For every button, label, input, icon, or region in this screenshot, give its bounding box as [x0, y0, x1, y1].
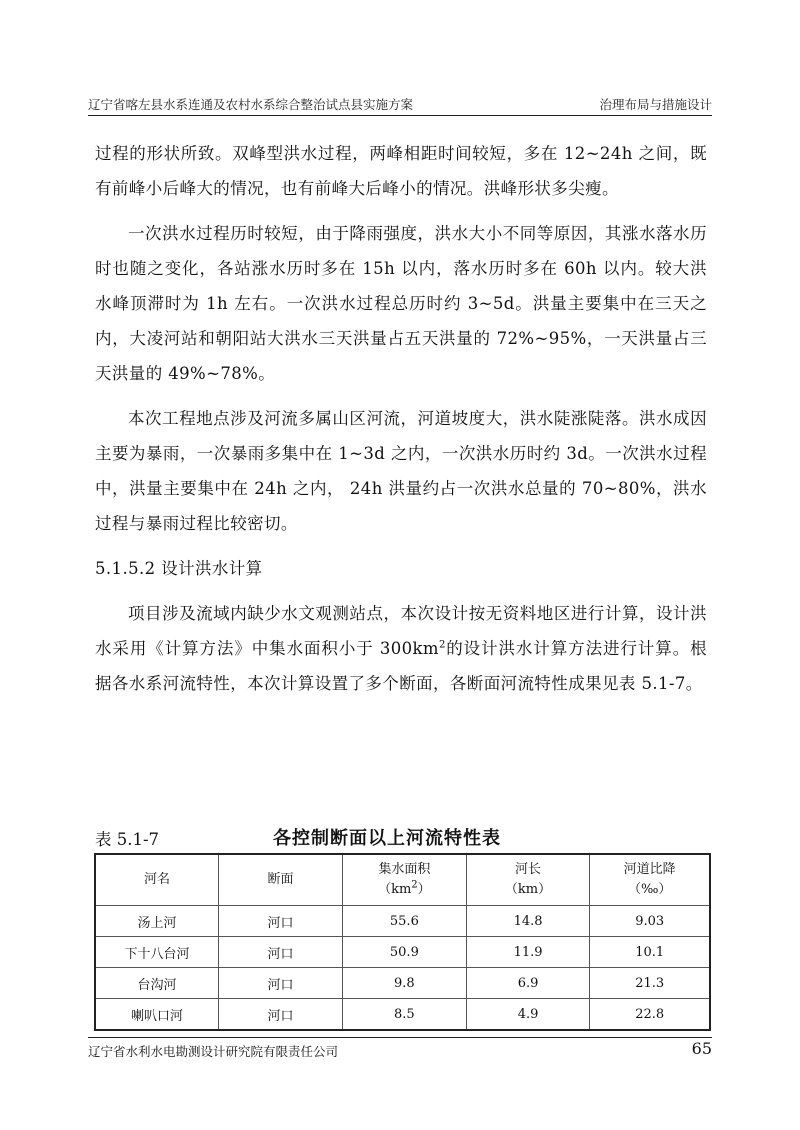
cell-river: 下十八台河	[95, 937, 219, 968]
cell-area: 50.9	[343, 937, 467, 968]
table-row	[95, 906, 710, 937]
page-number: 65	[691, 1039, 712, 1058]
cell-section: 河口	[219, 999, 343, 1031]
cell-river: 汤上河	[95, 906, 219, 937]
header-slope-label: 河道比降	[623, 862, 676, 877]
table-row	[95, 999, 710, 1031]
cell-length: 11.9	[466, 937, 590, 968]
page-footer	[88, 1037, 712, 1060]
paragraph-flood-duration: 一次洪水过程历时较短，由于降雨强度，洪水大小不同等原因，其涨水落水历时也随之变化，各站涨水历时多在 15h 以内，落水历时多在 60h 以内。较大洪水峰顶滞时为 1h 左右。一次洪水过程总历时约 3~5d。洪量主要集中在三天之内，大凌河站和朝阳站大洪水三天洪量占五天洪量的 72%~95%，一天洪量占三天洪量的 49%~78%。	[95, 224, 707, 383]
header-river: 河名	[95, 854, 219, 906]
header-length-label: 河长	[515, 862, 542, 877]
header-length	[466, 854, 590, 906]
cell-area: 9.8	[343, 968, 467, 999]
table-caption	[95, 826, 707, 850]
cell-section: 河口	[219, 968, 343, 999]
header-slope	[590, 854, 710, 906]
paragraph-project-rivers: 本次工程地点涉及河流多属山区河流，河道坡度大，洪水陡涨陡落。洪水成因主要为暴雨，一次暴雨多集中在 1~3d 之内，一次洪水历时约 3d。一次洪水过程中，洪量主要集中在 24h 之内， 24h 洪量约占一次洪水总量的 70~80%，洪水过程与暴雨过程比较密切。	[95, 409, 707, 533]
cell-area: 8.5	[343, 999, 467, 1031]
cell-length: 6.9	[466, 968, 590, 999]
table-row	[95, 968, 710, 999]
cell-slope: 21.3	[590, 968, 710, 999]
table-row	[95, 937, 710, 968]
table-header-row	[95, 854, 710, 906]
river-characteristics-table	[94, 853, 711, 1031]
header-length-unit: （km）	[504, 882, 552, 897]
cell-section: 河口	[219, 906, 343, 937]
table-title: 各控制断面以上河流特性表	[273, 828, 501, 849]
paragraph-flood-shape: 过程的形状所致。双峰型洪水过程，两峰相距时间较短，多在 12~24h 之间，既有前峰小后峰大的情况，也有前峰大后峰小的情况。洪峰形状多尖瘦。	[95, 144, 707, 198]
cell-length: 4.9	[466, 999, 590, 1031]
superscript-2: 2	[438, 639, 446, 651]
paragraph-text-part: 的设计洪水计算方法进行计算。根据各水系河流特性，本次计算设置了多个断面，各断面河流特性成果见表 5.1-7。	[95, 639, 708, 693]
cell-slope: 10.1	[590, 937, 710, 968]
section-heading: 5.1.5.2 设计洪水计算	[95, 559, 263, 578]
body-text	[95, 136, 707, 711]
footer-organization: 辽宁省水利水电勘测设计研究院有限责任公司	[88, 1044, 339, 1059]
cell-river: 喇叭口河	[95, 999, 219, 1031]
cell-slope: 22.8	[590, 999, 710, 1031]
header-chapter-title: 治理布局与措施设计	[599, 97, 712, 112]
header-slope-unit: （‰）	[627, 882, 672, 897]
header-document-title: 辽宁省喀左县水系连通及农村水系综合整治试点县实施方案	[88, 97, 414, 112]
paragraph-design-flood-method	[95, 596, 707, 701]
cell-river: 台沟河	[95, 968, 219, 999]
header-section: 断面	[219, 854, 343, 906]
cell-section: 河口	[219, 937, 343, 968]
cell-slope: 9.03	[590, 906, 710, 937]
page-header	[88, 93, 712, 116]
header-area-unit: $(km^2)$	[378, 879, 431, 897]
header-area-label: 集水面积	[378, 862, 431, 877]
cell-area: 55.6	[343, 906, 467, 937]
table-number: 表 5.1-7	[95, 830, 160, 849]
header-area	[343, 854, 467, 906]
cell-length: 14.8	[466, 906, 590, 937]
paragraph-text-part: 项目涉及流域内缺少水文观测站点，本次设计按无资料地区进行计算，设计洪水采用《计算方法》中集水面积小于 300km	[95, 604, 707, 658]
